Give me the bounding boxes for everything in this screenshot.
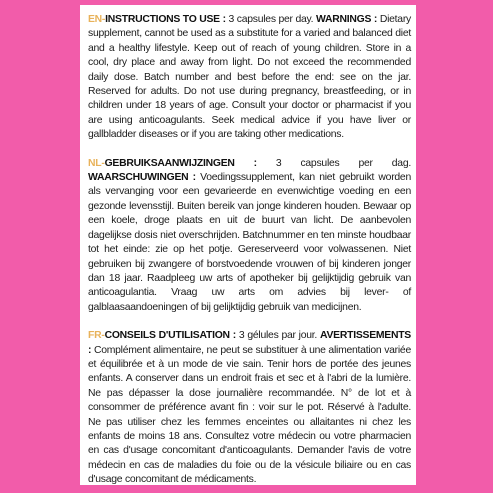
- usage-text-nl: 3 capsules per dag.: [256, 157, 412, 169]
- warnings-text-fr: Complément alimentaire, ne peut se substituer à une alimentation variée et équilibrée et à un mode de vie sain. Tenir hors de portée des jeunes enfants. A conserver dans un endroit frais et sec et à l'abri de la lumière. Ne pas dépasser la dose journalière recommandée. N° de lot et à consommer de préférence avant fin : voir sur le pot. Réservé à l'adulte. Ne pas utiliser chez les femmes enceintes ou allaitantes ni chez les enfants de moins 18 ans. Consultez votre médecin ou votre pharmacien en cas d'usage concomitant d'anticoagulants. Demander l'avis de votre médecin en cas de maladies du foie ou de la vésicule biliaire ou en cas d'usage concomitant de médicaments.: [88, 344, 411, 485]
- usage-text-fr: 3 gélules par jour.: [235, 330, 320, 342]
- section-fr: [88, 329, 411, 485]
- section-nl: [88, 157, 411, 315]
- section-en: [88, 13, 411, 143]
- warnings-text-en: Dietary supplement, cannot be used as a substitute for a varied and balanced diet and a healthy lifestyle. Keep out of reach of young children. Store in a cool, dry place and away from light. Do not exceed the recommended daily dose. Batch number and best before the end: see on the jar. Reserved for adults. Do not use during pregnancy, breastfeeding, or in children under 18 years of age. Consult your doctor or pharmacist if you are using anticoagulants. Seek medical advice if you have liver or gallbladder diseases or if you are taking other medications.: [88, 14, 411, 141]
- lang-code-fr: FR-: [88, 330, 105, 342]
- warnings-text-nl: Voedingssupplement, kan niet gebruikt worden als vervanging voor een gevarieerde en evenwichtige voeding en een gezonde levensstijl. Buiten bereik van jonge kinderen houden. Bewaar op een koele, droge plaats en uit de buurt van licht. De aanbevolen dagelijkse dosis niet overschrijden. Batchnummer en ten minste houdbaar tot het einde: zie op het potje. Gereserveerd voor volwassenen. Niet gebruiken bij zwangere of borstvoedende vrouwen of bij kinderen jonger dan 18 jaar. Raadpleeg uw arts of apotheker bij gelijktijdig gebruik van anticoagulantia. Vraag uw arts om advies bij lever- of galblaasaandoeningen of bij gelijktijdig gebruik van medicijnen.: [88, 172, 411, 313]
- lang-code-en: EN-: [88, 14, 106, 25]
- lang-code-nl: NL-: [88, 157, 105, 169]
- warnings-heading-fr: AVERTISSEMENTS :: [88, 330, 411, 356]
- usage-heading-nl: GEBRUIKSAANWIJZINGEN :: [104, 157, 257, 169]
- warnings-heading-nl: WAARSCHUWINGEN :: [88, 172, 196, 184]
- usage-text-en: 3 capsules per day.: [225, 14, 317, 25]
- label-panel: [80, 5, 416, 485]
- usage-heading-fr: CONSEILS D'UTILISATION :: [104, 330, 236, 342]
- usage-heading-en: INSTRUCTIONS TO USE :: [105, 14, 226, 25]
- warnings-heading-en: WARNINGS :: [316, 14, 378, 25]
